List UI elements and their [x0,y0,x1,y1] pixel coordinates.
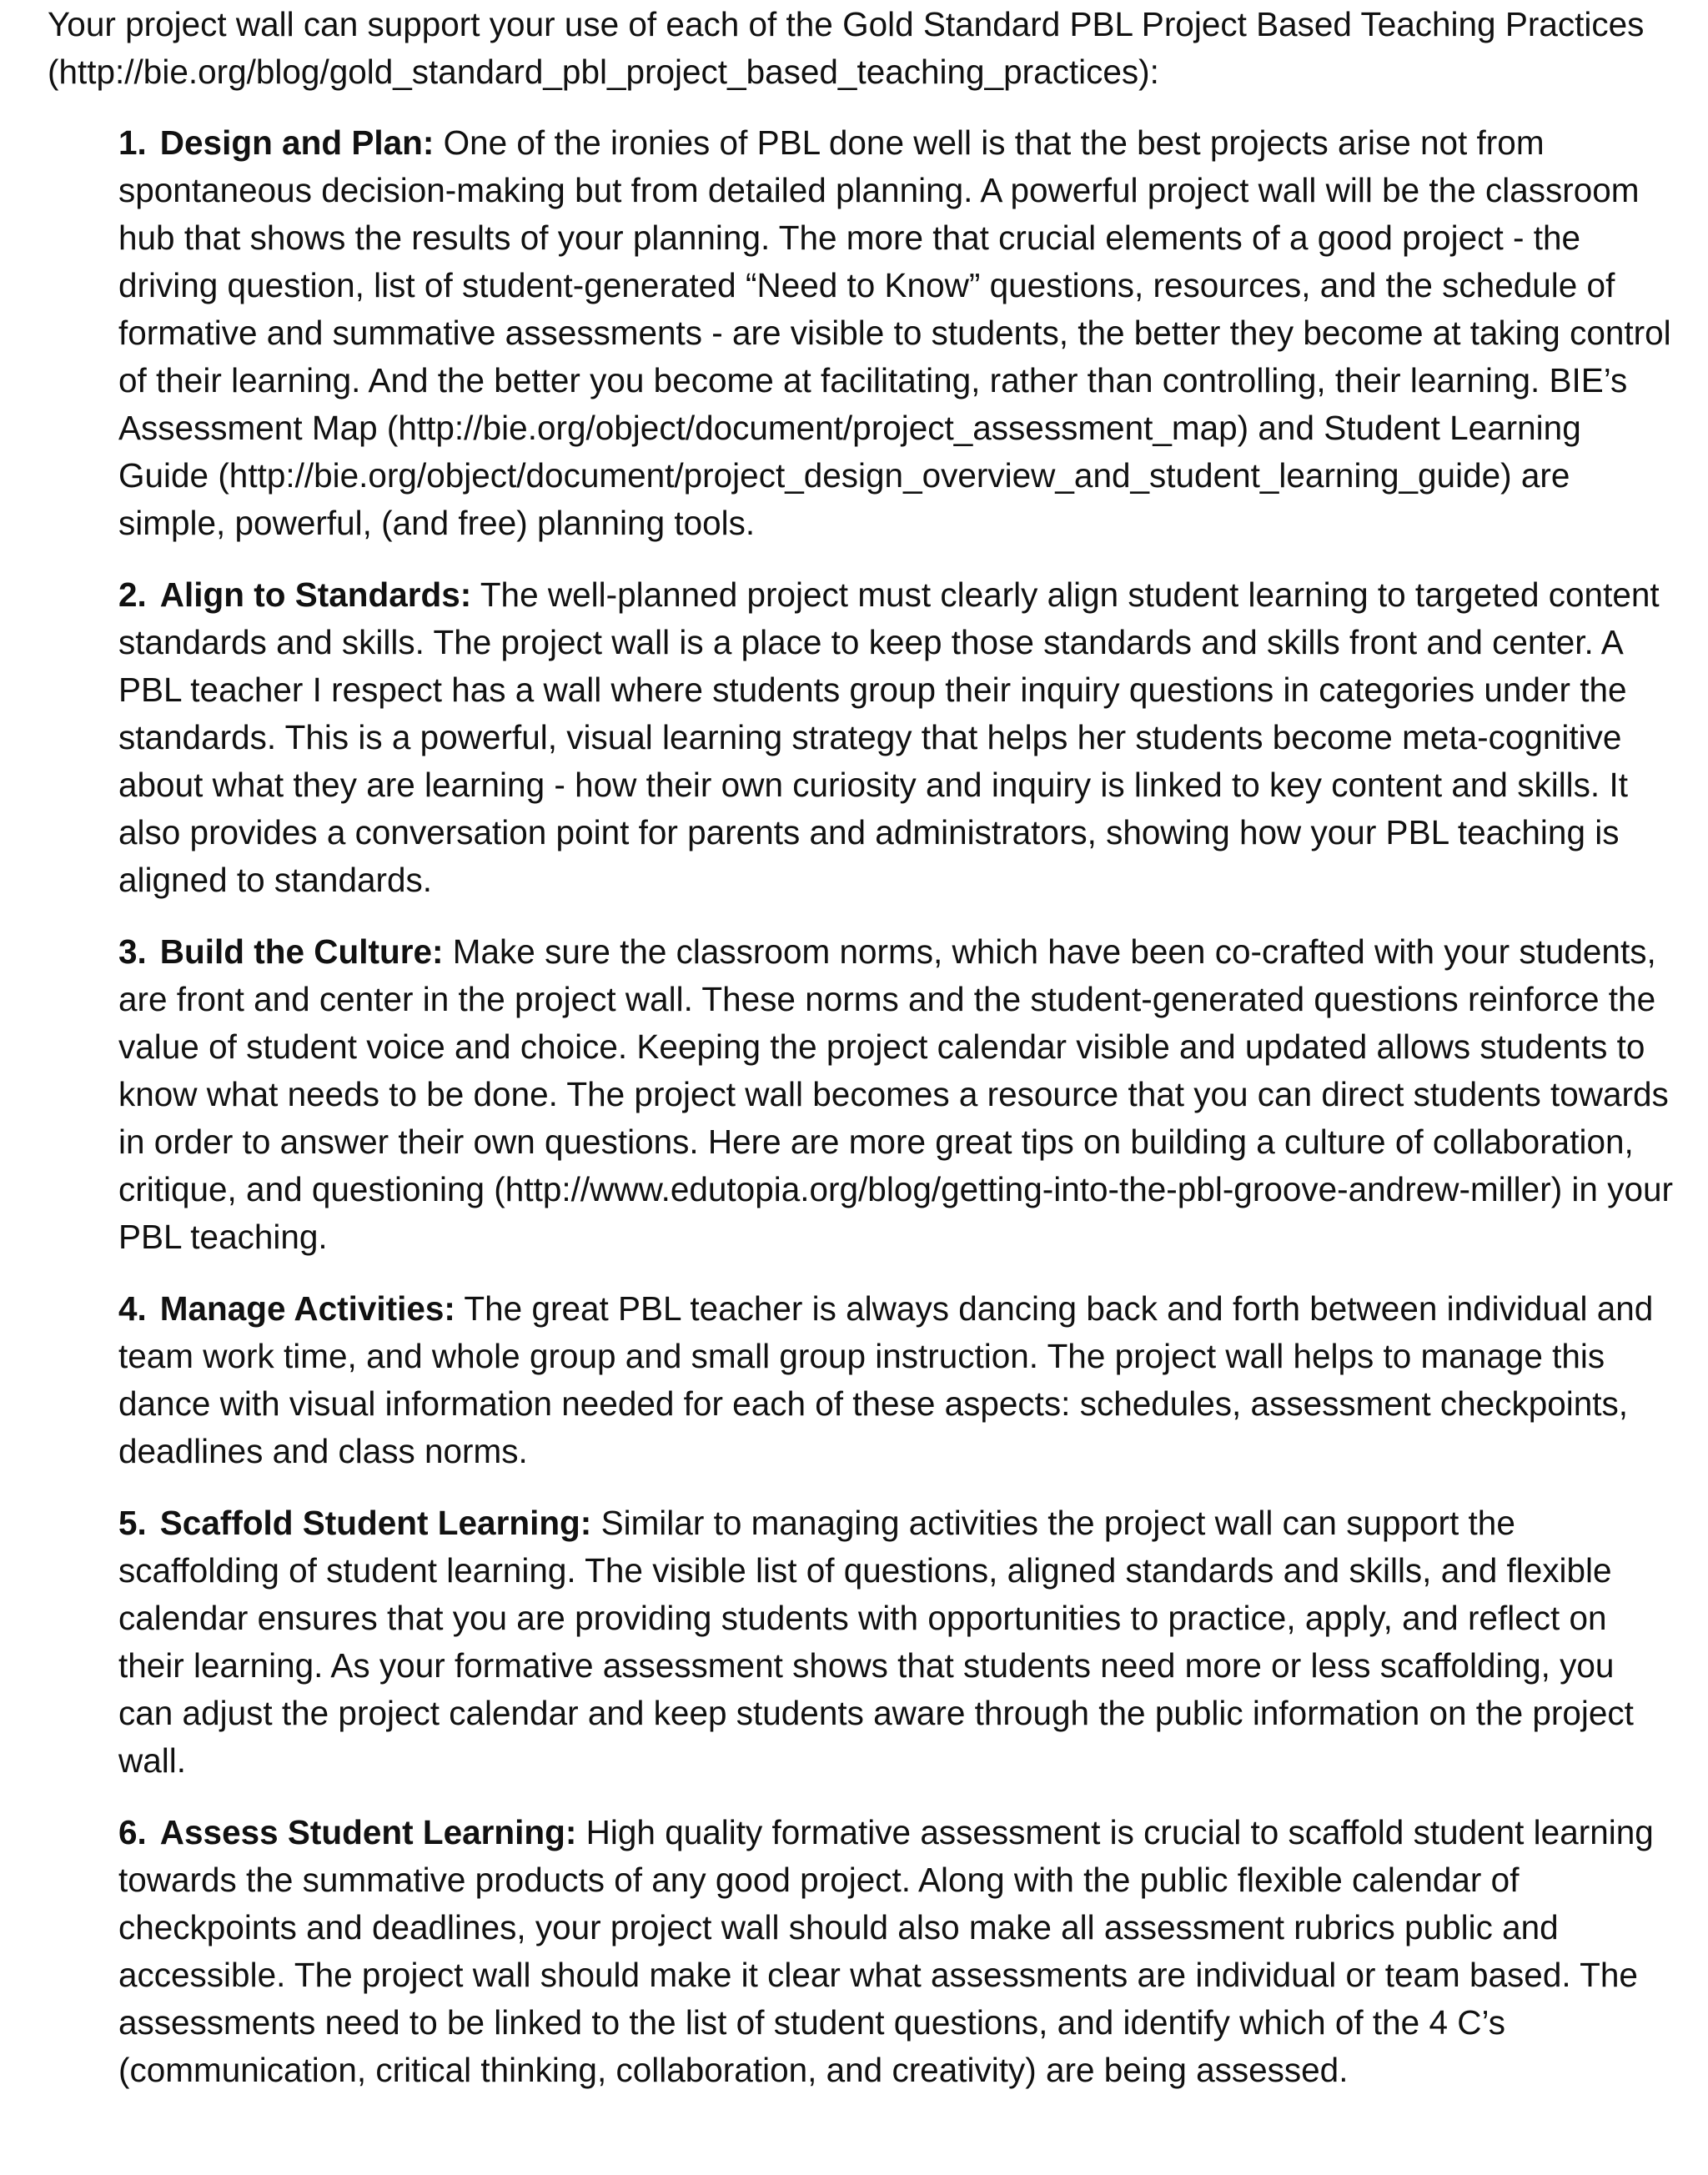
item-body: High quality formative assessment is crucial to scaffold student learning towards the summative products of any good project. Along with the public flexible calendar of checkpoints and deadlines, your project wall should also make all assessment rubrics public and accessible. The project wall should make it clear what assessments are individual or team based. The assessments need to be linked to the list of student questions, and identify which of the 4 C’s (communication, critical thinking, collaboration, and creativity) are being assessed. [118,1813,1654,2089]
item-number: 4. [118,1289,147,1328]
list-item-build-the-culture [118,928,1674,1261]
item-body: Similar to managing activities the project wall can support the scaffolding of student learning. The visible list of questions, aligned standards and skills, and flexible calendar ensures that you are providing students with opportunities to practice, apply, and reflect on their learning. As your formative assessment shows that students need more or less scaffolding, you can adjust the project calendar and keep students aware through the public information on the project wall. [118,1504,1634,1780]
document-page [48,0,1674,2118]
item-number: 2. [118,575,147,614]
item-heading: Build the Culture: [159,932,444,971]
list-item-design-and-plan [118,119,1674,547]
practices-list [48,119,1674,2094]
item-body: The great PBL teacher is always dancing back and forth between individual and team work time, and whole group and small group instruction. The project wall helps to manage this dance with visual information needed for each of these aspects: schedules, assessment checkpoints, deadlines and class norms. [118,1289,1654,1470]
item-body: The well-planned project must clearly align student learning to targeted content standards and skills. The project wall is a place to keep those standards and skills front and center. A PBL teacher I respect has a wall where students group their inquiry questions in categories under the standards. This is a powerful, visual learning strategy that helps her students become meta-cognitive about what they are learning - how their own curiosity and inquiry is linked to key content and skills. It also provides a conversation point for parents and administrators, showing how your PBL teaching is aligned to standards. [118,575,1660,899]
item-body: Make sure the classroom norms, which have been co-crafted with your students, are front and center in the project wall. These norms and the student-generated questions reinforce the value of student voice and choice. Keeping the project calendar visible and updated allows students to know what needs to be done. The project wall becomes a resource that you can direct students towards in order to answer their own questions. Here are more great tips on building a culture of collaboration, critique, and questioning (http://www.edutopia.org/blog/getting-into-the-pbl-groove-andrew-miller) in your PBL teaching. [118,932,1673,1256]
item-number: 3. [118,932,147,971]
item-heading: Assess Student Learning: [159,1813,577,1851]
item-number: 6. [118,1813,147,1851]
item-number: 1. [118,123,147,162]
list-item-scaffold-student-learning [118,1499,1674,1785]
item-heading: Align to Standards: [159,575,472,614]
item-body: One of the ironies of PBL done well is that the best projects arise not from spontaneous decision-making but from detailed planning. A powerful project wall will be the classroom hub that shows the results of your planning. The more that crucial elements of a good project - the driving question, list of student-generated “Need to Know” questions, resources, and the schedule of formative and summative assessments - are visible to students, the better they become at taking control of their learning. And the better you become at facilitating, rather than controlling, their learning. BIE’s Assessment Map (http://bie.org/object/document/project_assessment_map) and Student Learning Guide (http://bie.org/object/document/project_design_overview_and_student_learning_guide) are simple, powerful, (and free) planning tools. [118,123,1671,542]
list-item-assess-student-learning [118,1809,1674,2094]
item-heading: Scaffold Student Learning: [159,1504,592,1542]
item-heading: Design and Plan: [159,123,435,162]
item-heading: Manage Activities: [159,1289,455,1328]
list-item-align-to-standards [118,571,1674,904]
intro-paragraph: Your project wall can support your use of each of the Gold Standard PBL Project Based Teaching Practices (http://bie.org/blog/gold_standard_pbl_project_based_teaching_practices): [48,5,1645,91]
item-number: 5. [118,1504,147,1542]
list-item-manage-activities [118,1285,1674,1475]
